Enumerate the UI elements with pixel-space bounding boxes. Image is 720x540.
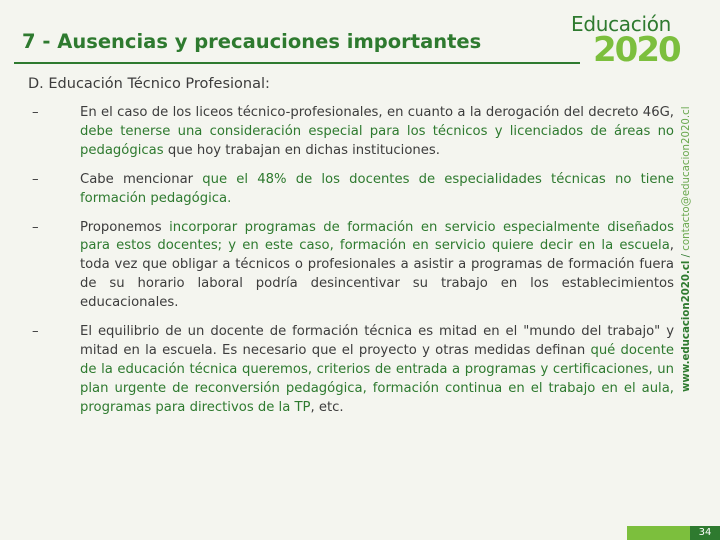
bullet-text-plain: Cabe mencionar (80, 171, 203, 187)
bullet-text-plain: En el caso de los liceos técnico-profesionales, en cuanto a la derogación del decreto 46G, (80, 105, 674, 120)
bullet-item (32, 323, 674, 418)
bullet-list (32, 104, 674, 428)
bullet-text-highlight: que el 48% de los docentes de especialidades técnicas no tiene formación pedagógica. (80, 171, 674, 206)
contact-email: contacto@educacion2020.cl (681, 106, 692, 251)
bullet-dash: – (32, 105, 39, 120)
bullet-text-highlight: qué docente de la educación técnica queremos, criterios de entrada a programas y certificaciones, un plan urgente de reconversión pedagógica, formación continua en el trabajo en el aula, programas para directivos de la TP (80, 342, 675, 415)
logo-year: 2020 (593, 30, 680, 70)
footer-accent-bar (627, 526, 690, 540)
bullet-text-plain: que hoy trabajan en dichas instituciones. (163, 142, 440, 158)
title-underline (14, 62, 580, 64)
bullet-text-plain: Proponemos (80, 219, 170, 235)
section-heading: D. Educación Técnico Profesional: (28, 76, 270, 92)
bullet-text (80, 104, 674, 161)
educacion-2020-logo (571, 12, 683, 68)
vertical-website-text (681, 106, 692, 392)
page-number: 34 (690, 526, 720, 540)
bullet-text-plain: El equilibrio de un docente de formación técnica es mitad en el "mundo del trabajo" y mitad en la escuela. Es necesario que el proyecto y otras medidas definan (80, 324, 674, 358)
website-url: www.educacion2020.cl (681, 260, 692, 392)
url-separator: / (681, 250, 692, 261)
bullet-text-highlight: debe tenerse una consideración especial para los técnicos y licenciados de áreas no pedagógicas (80, 123, 674, 158)
bullet-item (32, 104, 674, 161)
bullet-text-highlight: incorporar programas de formación en servicio especialmente diseñados para estos docentes; y en este caso, formación en servicio quiere decir en la escuela (80, 219, 674, 254)
bullet-text (80, 219, 674, 314)
bullet-text-plain: , etc. (310, 399, 344, 415)
bullet-text (80, 323, 674, 418)
bullet-dash: – (32, 219, 39, 235)
logo-word: Educación (571, 12, 672, 36)
bullet-text (80, 171, 674, 209)
bullet-item (32, 171, 674, 209)
bullet-dash: – (32, 171, 39, 187)
page-title: 7 - Ausencias y precauciones importantes (22, 30, 482, 53)
bullet-item (32, 219, 674, 314)
bullet-dash: – (32, 324, 39, 340)
bullet-text-plain: , toda vez que obligar a técnicos o profesionales a asistir a programas de formación fuera de su horario laboral podría desincentivar su trabajo en los establecimientos educacionales. (80, 238, 674, 311)
